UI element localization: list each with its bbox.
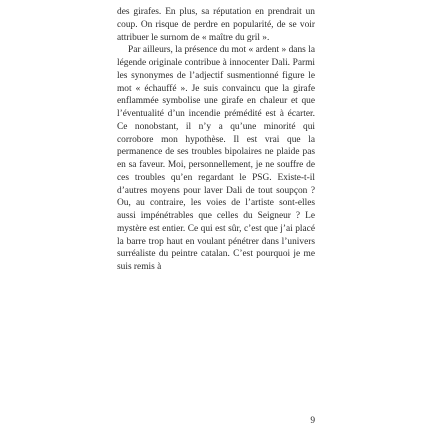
page-number: 9 [310, 416, 315, 426]
body-text [117, 6, 315, 274]
paragraph: Par ailleurs, la présence du mot « ardent » dans la légende originale contribue à innocenter Dali. Parmi les synonymes de l’adjectif susmentionné figure le mot « échauffé ». Je suis convaincu que la girafe enflammée symbolise une girafe en chaleur et que l’éventualité d’un incendie prémédité est à écarter. Ce nonobstant, il n’y a qu’une minorité qui corrobore mon hypothèse. Il est vrai que la permanence de ses troubles bipolaires ne plaide pas en sa faveur. Moi, personnellement, je ne souffre de ces troubles qu’en regardant le PSG. Existe-t-il d’autres moyens pour laver Dali de tout soupçon ? Ou, au contraire, les voies de l’artiste sont-elles aussi impénétrables que celles du Seigneur ? Le mystère est entier. Ce qui est sûr, c’est que j’ai placé la barre trop haut en voulant pénétrer dans l’univers surréaliste du peintre catalan. C’est pourquoi je me suis remis à [117, 45, 315, 272]
paragraph-continuation: des girafes. En plus, sa réputation en prendrait un coup. On risque de perdre en popularité, de se voir attribuer le surnom de « maître du gril ». [117, 7, 315, 43]
